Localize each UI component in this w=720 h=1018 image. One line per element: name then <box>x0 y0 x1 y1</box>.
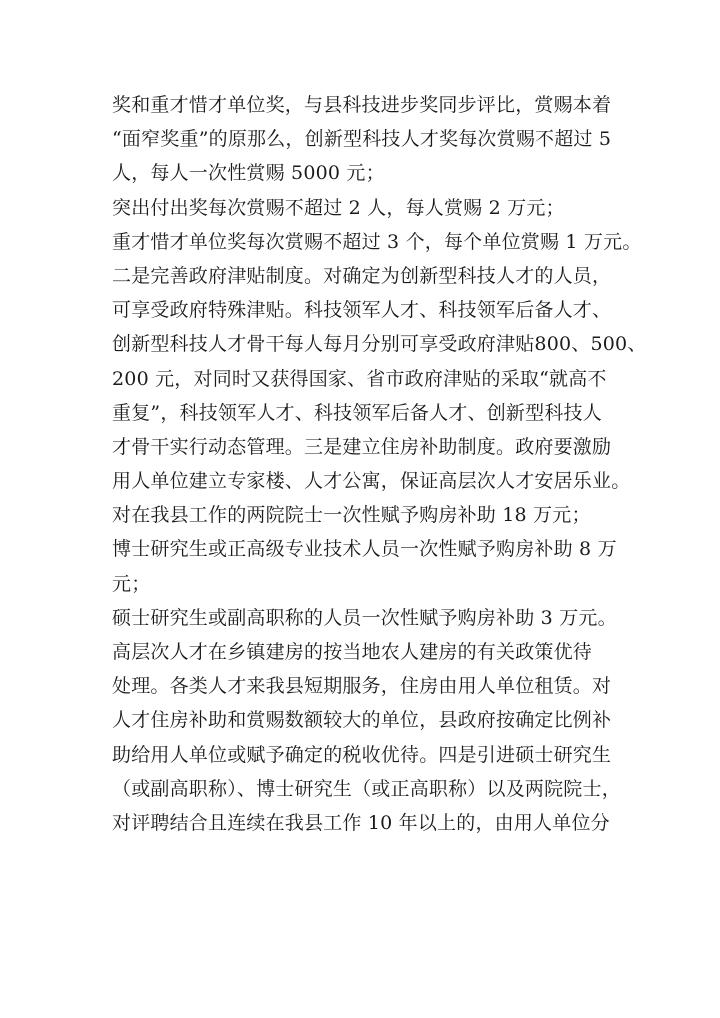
text-line: 突出付出奖每次赏赐不超过 2 人，每人赏赐 2 万元； <box>112 196 565 219</box>
text-line: （或副高职称）、博士研究生（或正高职称）以及两院院士， <box>112 777 621 800</box>
text-line: 博士研究生或正高级专业技术人员一次性赋予购房补助 8 万 <box>112 538 617 561</box>
text-line: 二是完善政府津贴制度。对确定为创新型科技人才的人员， <box>112 264 612 287</box>
body-text <box>112 88 647 840</box>
text-line: 才骨干实行动态管理。三是建立住房补助制度。政府要激励 <box>112 435 612 458</box>
text-line: 可享受政府特殊津贴。科技领军人才、科技领军后备人才、 <box>112 299 612 322</box>
text-line: 人，每人一次性赏赐 5000 元； <box>112 162 385 185</box>
text-line: 处理。各类人才来我县短期服务，住房由用人单位租赁。对 <box>112 675 612 698</box>
text-line: 重复”，科技领军人才、科技领军后备人才、创新型科技人 <box>112 401 602 424</box>
text-line: 创新型科技人才骨干每人每月分别可享受政府津贴800、500、 <box>112 333 647 356</box>
text-line: 硕士研究生或副高职称的人员一次性赋予购房补助 3 万元。 <box>112 606 617 629</box>
text-line: 对评聘结合且连续在我县工作 10 年以上的，由用人单位分 <box>112 811 610 834</box>
text-line: 元； <box>112 572 151 595</box>
text-line: 重才惜才单位奖每次赏赐不超过 3 个，每个单位赏赐 1 万元。 <box>112 230 642 253</box>
text-line: 200 元，对同时又获得国家、省市政府津贴的采取“就高不 <box>112 367 607 390</box>
text-line: 对在我县工作的两院院士一次性赋予购房补助 18 万元； <box>112 504 591 527</box>
text-line: 用人单位建立专家楼、人才公寓，保证高层次人才安居乐业。 <box>112 470 631 493</box>
text-line: 人才住房补助和赏赐数额较大的单位，县政府按确定比例补 <box>112 709 612 732</box>
text-line: 奖和重才惜才单位奖，与县科技进步奖同步评比，赏赐本着 <box>112 94 612 116</box>
text-line: 高层次人才在乡镇建房的按当地农人建房的有关政策优待 <box>112 641 593 663</box>
text-line: “面窄奖重”的原那么，创新型科技人才奖每次赏赐不超过 5 <box>112 128 612 151</box>
text-line: 助给用人单位或赋予确定的税收优待。四是引进硕士研究生 <box>112 743 612 766</box>
